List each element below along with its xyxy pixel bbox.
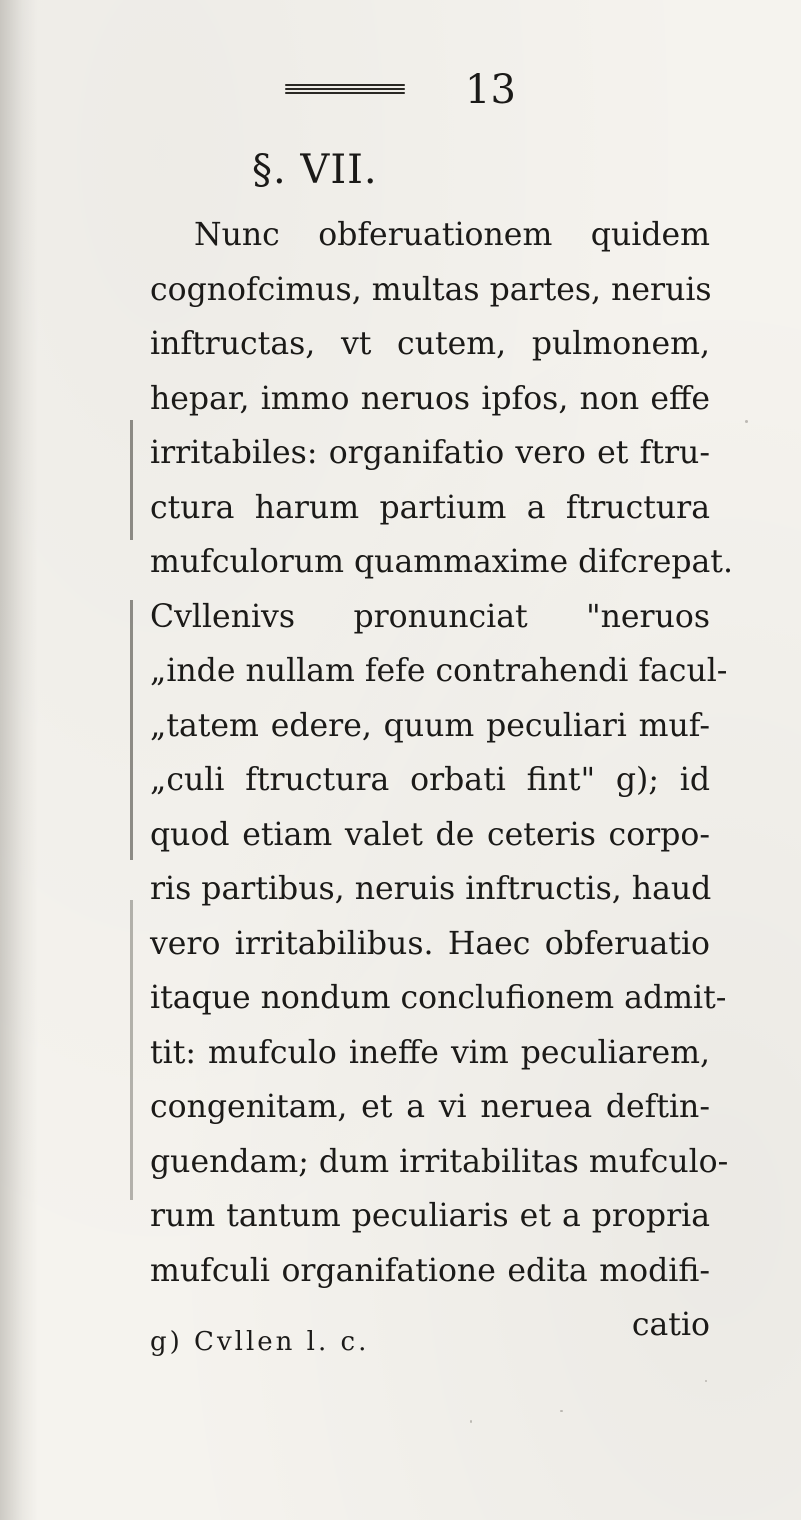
text-line: rum tantum peculiaris et a propria bbox=[150, 1198, 710, 1234]
text-line: irritabiles: organifatio vero et ftru- bbox=[150, 435, 710, 471]
paper-speck bbox=[705, 1380, 707, 1382]
page-number: 13 bbox=[465, 67, 516, 113]
footnote: g) Cvllen l. c. bbox=[150, 1327, 370, 1357]
text-line: „tatem edere, quum peculiari muf- bbox=[150, 707, 710, 744]
text-line: congenitam, et a vi neruea deftin- bbox=[150, 1089, 710, 1125]
text-line: mufculi organifatione edita modifi- bbox=[150, 1252, 710, 1289]
text-line: quod etiam valet de ceteris corpo- bbox=[150, 816, 710, 853]
text-line: tit: mufculo ineffe vim peculiarem, bbox=[150, 1034, 710, 1071]
text-line: „inde nullam fefe contrahendi facul- bbox=[150, 653, 728, 689]
text-line: „culi ftructura orbati fint" g); id bbox=[150, 762, 710, 798]
text-line: cognofcimus, multas partes, neruis bbox=[150, 271, 712, 308]
paper-speck bbox=[560, 1410, 563, 1412]
paper-speck bbox=[745, 420, 748, 423]
paper-speck bbox=[470, 1420, 472, 1423]
text-line: ris partibus, neruis inftructis, haud bbox=[150, 871, 712, 907]
margin-shadow bbox=[130, 600, 133, 860]
margin-shadow bbox=[130, 900, 133, 1200]
text-line-catchword: catio bbox=[631, 1307, 710, 1343]
text-line: hepar, immo neruos ipfos, non effe bbox=[150, 380, 710, 417]
text-line: inftructas, vt cutem, pulmonem, bbox=[150, 326, 710, 362]
text-line: ctura harum partium a ftructura bbox=[150, 489, 710, 526]
text-line: Cvllenivs pronunciat "neruos bbox=[150, 598, 710, 635]
margin-shadow bbox=[130, 420, 133, 540]
section-heading: §. VII. bbox=[252, 147, 378, 193]
text-line: itaque nondum conclufionem admit- bbox=[150, 980, 727, 1016]
header-rule-ornament bbox=[285, 84, 405, 98]
text-line: guendam; dum irritabilitas mufculo- bbox=[150, 1143, 729, 1180]
page-gutter-shadow bbox=[0, 0, 38, 1520]
text-line: vero irritabilibus. Haec obferuatio bbox=[150, 925, 710, 962]
text-line: mufculorum quammaxime difcrepat. bbox=[150, 544, 733, 580]
body-text bbox=[150, 208, 733, 1353]
text-line: Nunc obferuationem quidem bbox=[194, 217, 710, 253]
